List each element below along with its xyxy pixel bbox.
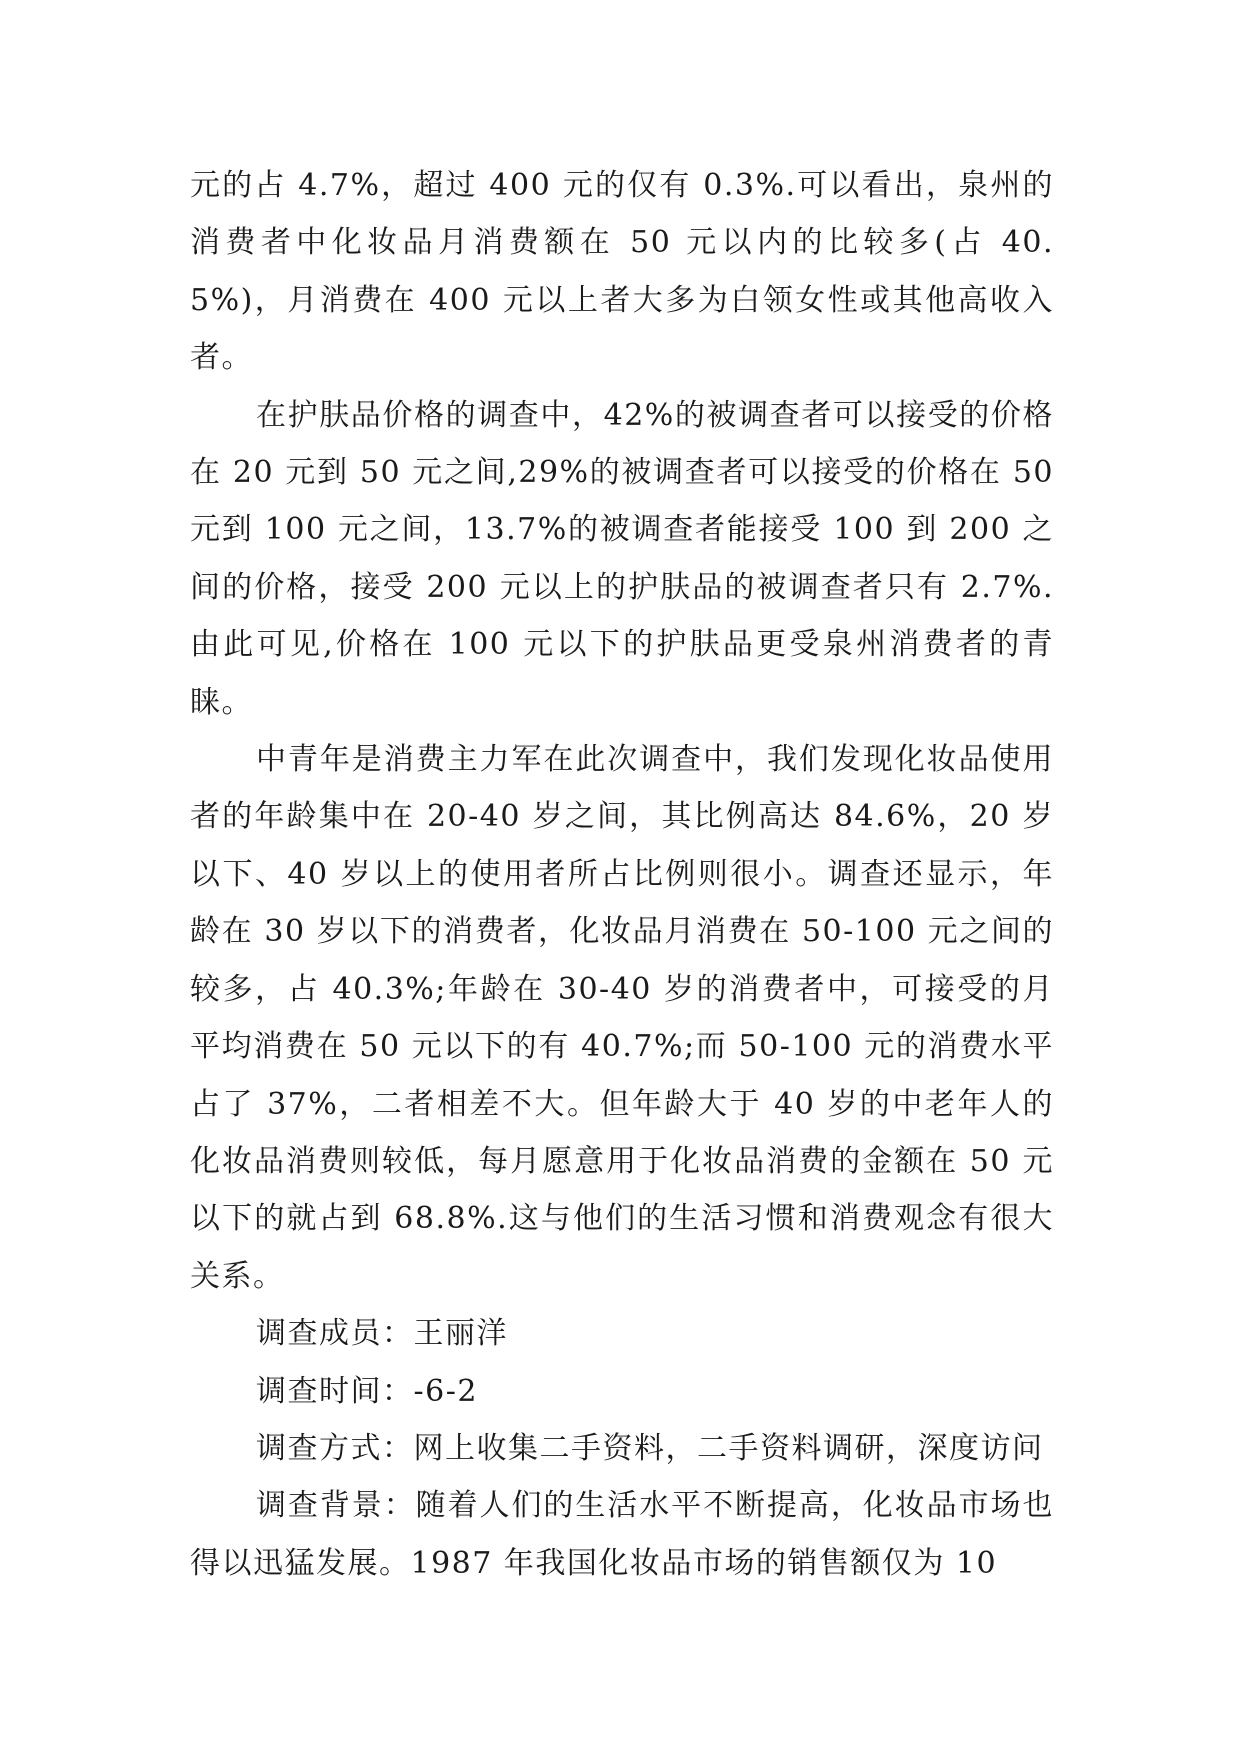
paragraph-consumption-spend: 元的占 4.7%，超过 400 元的仅有 0.3%.可以看出，泉州的消费者中化妆品月消费额在 50 元以内的比较多(占 40.5%)，月消费在 400 元以上者大多为白领女性或其他高收入者。 (190, 168, 1054, 376)
paragraph-survey-member: 调查成员：王丽洋 (256, 1316, 508, 1352)
paragraph-survey-method: 调查方式：网上收集二手资料，二手资料调研，深度访问 (256, 1430, 1044, 1466)
paragraph-survey-background: 调查背景：随着人们的生活水平不断提高，化妆品市场也得以迅猛发展。1987 年我国化妆品市场的销售额仅为 10 (190, 1488, 1054, 1581)
paragraph-survey-time: 调查时间：-6-2 (256, 1373, 478, 1409)
paragraph-age-analysis: 中青年是消费主力军在此次调查中，我们发现化妆品使用者的年龄集中在 20-40 岁之间，其比例高达 84.6%，20 岁以下、40 岁以上的使用者所占比例则很小。调查还显示，年龄在 30 岁以下的消费者，化妆品月消费在 50-100 元之间的较多，占 40.3%;年龄在 30-40 岁的消费者中，可接受的月平均消费在 50 元以下的有 40.7%;而 50-100 元的消费水平占了 37%，二者相差不大。但年龄大于 40 岁的中老年人的化妆品消费则较低，每月愿意用于化妆品消费的金额在 50 元以下的就占到 68.8%.这与他们的生活习惯和消费观念有很大关系。 (190, 742, 1054, 1294)
document-page (190, 157, 1054, 1592)
paragraph-skincare-price: 在护肤品价格的调查中，42%的被调查者可以接受的价格在 20 元到 50 元之间,29%的被调查者可以接受的价格在 50 元到 100 元之间，13.7%的被调查者能接受 100 到 200 之间的价格，接受 200 元以上的护肤品的被调查者只有 2.7%.由此可见,价格在 100 元以下的护肤品更受泉州消费者的青睐。 (190, 397, 1054, 720)
